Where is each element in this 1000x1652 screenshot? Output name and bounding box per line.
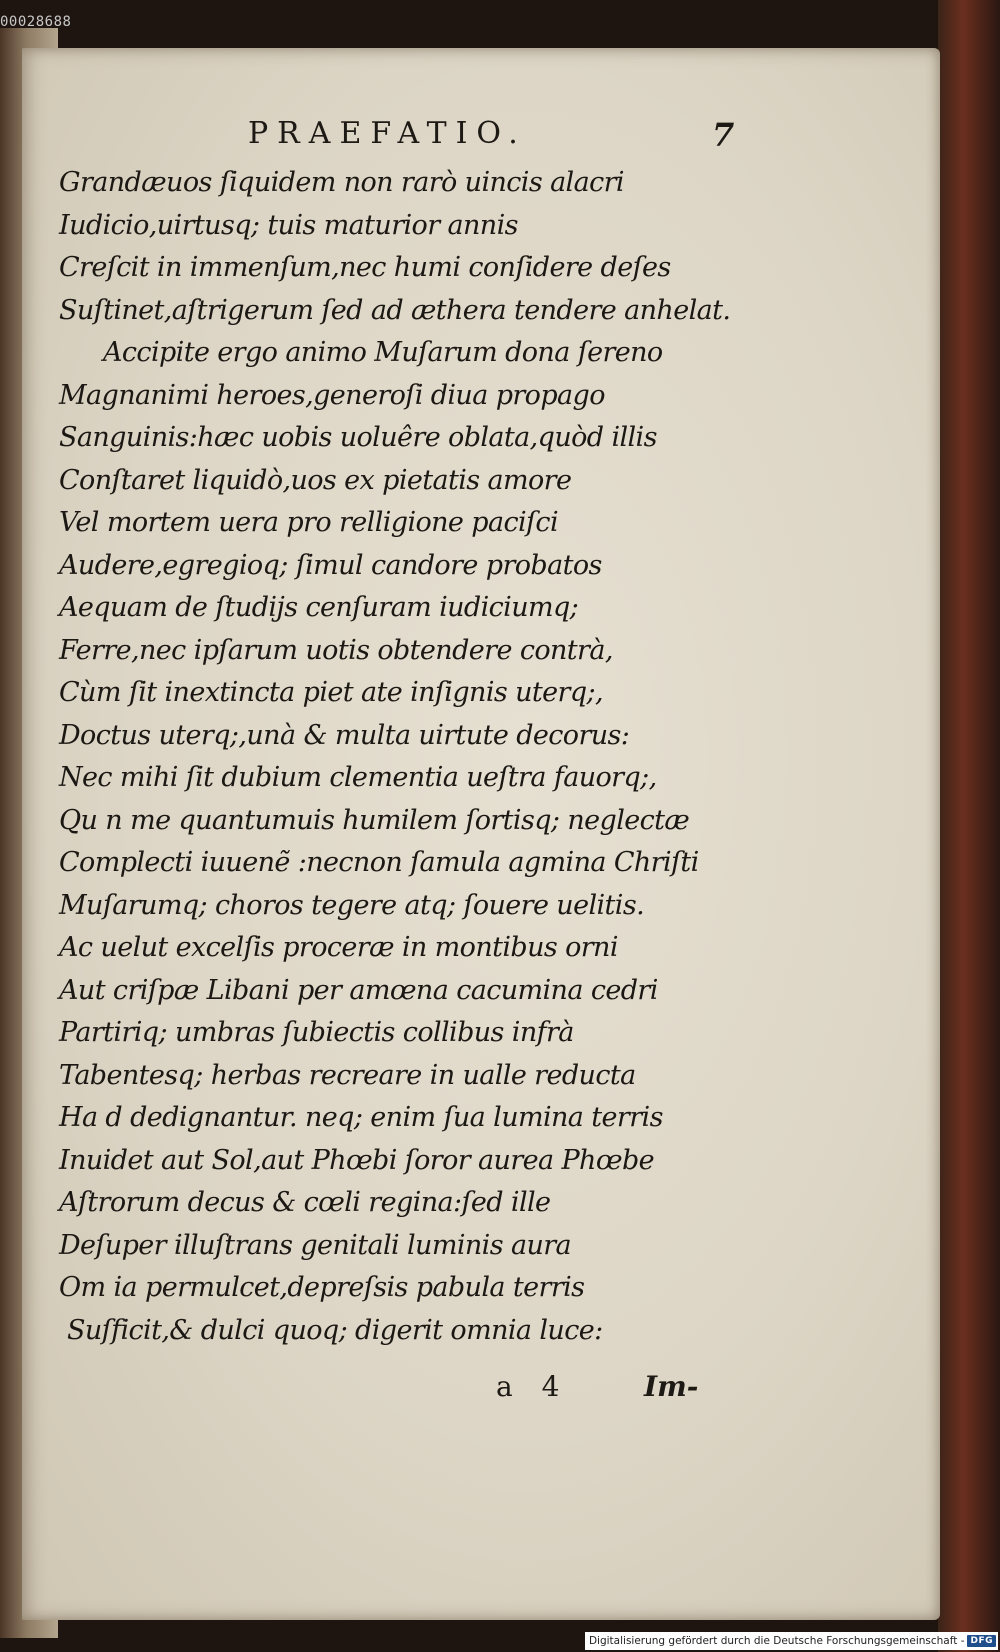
verse-text (59, 162, 759, 1352)
verse-line: Suſficit,& dulci quoq; digerit omnia luce: (67, 1314, 603, 1346)
verse-line: Nec mihi ſit dubium clementia ueſtra fauorq;, (59, 762, 657, 793)
verse-line: Ferre,nec ipſarum uotis obtendere contrà, (59, 634, 613, 666)
verse-line: Ac uelut excelſis proceræ in montibus orni (59, 932, 618, 963)
verse-line: Conſtaret liquidò,uos ex pietatis amore (59, 464, 572, 496)
funding-credit (585, 1632, 998, 1650)
catchword: Im- (644, 1370, 699, 1403)
verse-line: Partiriq; umbras ſubiectis collibus infrà (59, 1017, 574, 1048)
verse-line: Aſtrorum decus & cœli regina:ſed ille (59, 1187, 551, 1218)
verse-line: Cùm ſit inextincta piet ate inſignis uterq;, (59, 677, 603, 708)
verse-line: Magnanimi heroes,generoſi diua propago (59, 379, 605, 411)
running-title: PRAEFATIO. (248, 116, 527, 151)
verse-line: Complecti iuuenẽ :necnon ſamula agmina Chriſti (59, 847, 699, 878)
book-page (22, 48, 940, 1620)
verse-line: Aequam de ſtudijs cenſuram iudiciumq; (59, 592, 579, 623)
verse-line: Tabentesq; herbas recreare in ualle reducta (59, 1059, 636, 1091)
verse-line-paragraph-start: Accipite ergo animo Muſarum dona ſereno (103, 337, 663, 368)
verse-line: Om ia permulcet,depreſsis pabula terris (59, 1272, 585, 1303)
book-cover-edge (938, 0, 1000, 1652)
verse-line: Ha d dedignantur. neq; enim ſua lumina terris (59, 1102, 663, 1133)
verse-line: Grandæuos ſiquidem non rarò uincis alacri (59, 167, 624, 198)
verse-line: Suſtinet,aſtrigerum ſed ad æthera tendere anhelat. (59, 294, 731, 326)
verse-line: Inuidet aut Sol,aut Phœbi ſoror aurea Phœbe (59, 1144, 655, 1176)
verse-line: Deſuper illuſtrans genitali luminis aura (59, 1229, 572, 1261)
page-number: 7 (712, 116, 735, 154)
verse-line: Sanguinis:hæc uobis uoluêre oblata,quòd illis (59, 422, 657, 453)
verse-line: Creſcit in immenſum,nec humi conſidere deſes (59, 252, 671, 283)
signature-mark: a 4 (496, 1370, 570, 1403)
page-header (22, 116, 940, 156)
credit-text: Digitalisierung gefördert durch die Deutsche Forschungsgemeinschaft - (588, 1635, 965, 1647)
scan-identifier: 00028688 (0, 14, 72, 30)
verse-line: Iudicio,uirtusq; tuis maturior annis (59, 209, 518, 241)
verse-line: Qu n me quantumuis humilem ſortisq; neglectæ (59, 804, 690, 836)
verse-line: Muſarumq; choros tegere atq; ſouere uelitis. (59, 889, 645, 921)
page-footer (22, 1370, 940, 1414)
dfg-logo-icon: DFG (967, 1635, 996, 1647)
verse-line: Doctus uterq;,unà & multa uirtute decorus: (59, 719, 630, 751)
verse-line: Vel mortem uera pro relligione paciſci (59, 507, 558, 538)
verse-line: Audere,egregioq; ſimul candore probatos (59, 549, 602, 581)
verse-line: Aut criſpæ Libani per amœna cacumina cedri (59, 974, 658, 1006)
